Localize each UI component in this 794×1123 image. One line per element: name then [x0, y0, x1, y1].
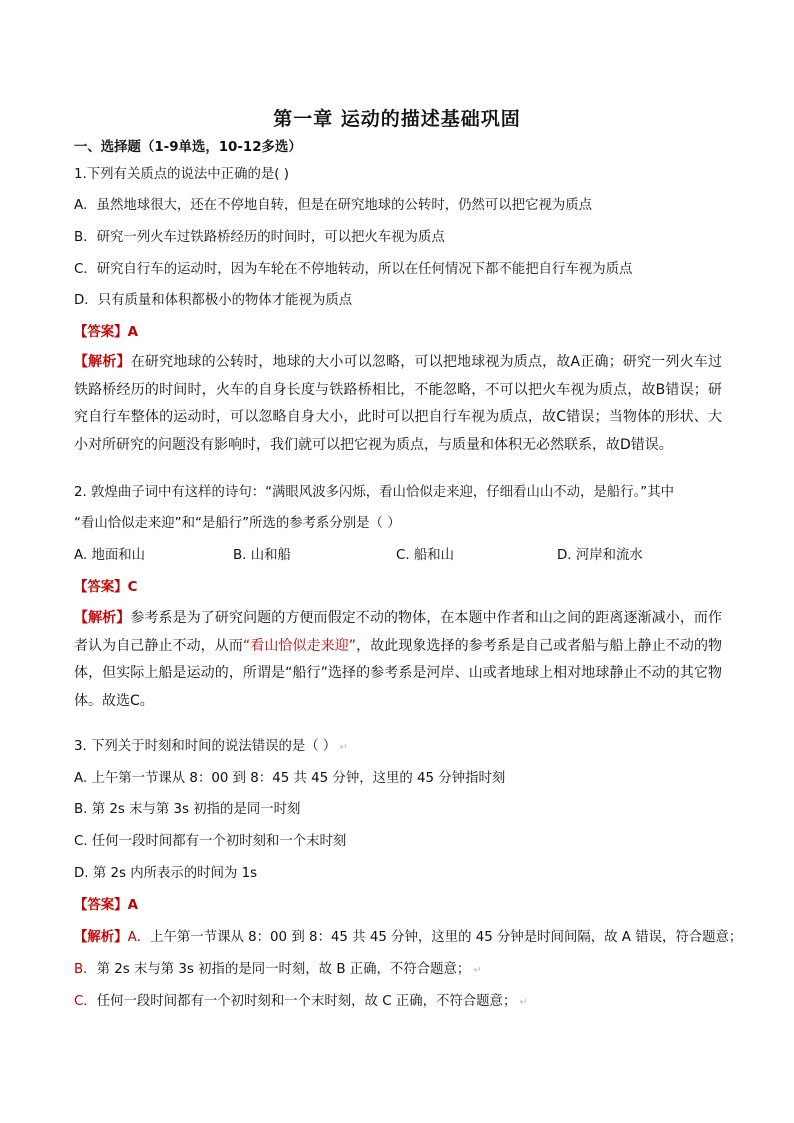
- q1-option-d: D．只有质量和体积都极小的物体才能视为质点: [74, 293, 353, 308]
- q2-stem-line2: “看山恰似走来迎”和“是船行”所选的参考系分别是（ ）: [74, 516, 401, 531]
- section-heading: 一、选择题（1-9单选，10-12多选）: [74, 140, 302, 155]
- q3-analysis-c: C．任何一段时间都有一个初时刻和一个末时刻，故 C 正确，不符合题意； ↵: [74, 994, 528, 1009]
- q2-answer: 【答案】C: [74, 580, 138, 595]
- q1-option-c: C．研究自行车的运动时，因为车轮在不停地转动，所以在任何情况下都不能把自行车视为质点: [74, 262, 633, 277]
- q2-analysis: 【解析】参考系是为了研究问题的方便而假定不动的物体，在本题中作者和山之间的距离逐渐减小，而作者认为自己静止不动，从而“看山恰似走来迎”，故此现象选择的参考系是自己或者船与船上静止不动的物体，但实际上船是运动的，所谓是“船行”选择的参考系是河岸、山或者地球上相对地球静止不动的其它物体。故选C。: [74, 610, 723, 709]
- q3-option-d: D. 第 2s 内所表示的时间为 1s: [74, 866, 258, 881]
- q3-analysis-b: B．第 2s 末与第 3s 初指的是同一时刻，故 B 正确，不符合题意； ↵: [74, 962, 482, 977]
- q2-option-c: C. 船和山: [396, 548, 455, 563]
- q3-option-a: A. 上午第一节课从 8：00 到 8：45 共 45 分钟，这里的 45 分钟指时刻: [74, 771, 506, 786]
- q3-option-c: C. 任何一段时间都有一个初时刻和一个末时刻: [74, 834, 347, 849]
- q3-option-b: B. 第 2s 末与第 3s 初指的是同一时刻: [74, 802, 301, 817]
- q1-option-a: A．虽然地球很大，还在不停地自转，但是在研究地球的公转时，仍然可以把它视为质点: [74, 198, 593, 213]
- page-title: 第一章 运动的描述基础巩固: [273, 108, 521, 130]
- q2-option-a: A. 地面和山: [74, 548, 145, 563]
- q1-option-b: B．研究一列火车过铁路桥经历的时间时，可以把火车视为质点: [74, 230, 445, 245]
- q1-analysis: 【解析】在研究地球的公转时，地球的大小可以忽略，可以把地球视为质点，故A正确；研究一列火车过铁路桥经历的时间时，火车的自身长度与铁路桥相比，不能忽略，不可以把火车视为质点，故B错误；研究自行车整体的运动时，可以忽略自身大小，此时可以把自行车视为质点，故C错误；当物体的形状、大小对所研究的问题没有影响时，我们就可以把它视为质点，与质量和体积无必然联系，故D错误。: [74, 354, 722, 453]
- q2-option-b: B. 山和船: [233, 548, 291, 563]
- q2-option-d: D. 河岸和流水: [557, 548, 643, 563]
- q3-answer: 【答案】A: [74, 898, 138, 913]
- q2-stem-line1: 2. 敦煌曲子词中有这样的诗句：“满眼风波多闪烁，看山恰似走来迎，仔细看山山不动，是船行。”其中: [74, 485, 675, 500]
- q1-answer: 【答案】A: [74, 325, 138, 340]
- q3-stem: 3. 下列关于时刻和时间的说法错误的是（ ） ↵: [74, 739, 348, 754]
- q3-analysis-a: 【解析】A．上午第一节课从 8：00 到 8：45 共 45 分钟，这里的 45 分钟是时间间隔，故 A 错误，符合题意；: [74, 930, 743, 945]
- q1-stem: 1.下列有关质点的说法中正确的是( ): [74, 167, 289, 182]
